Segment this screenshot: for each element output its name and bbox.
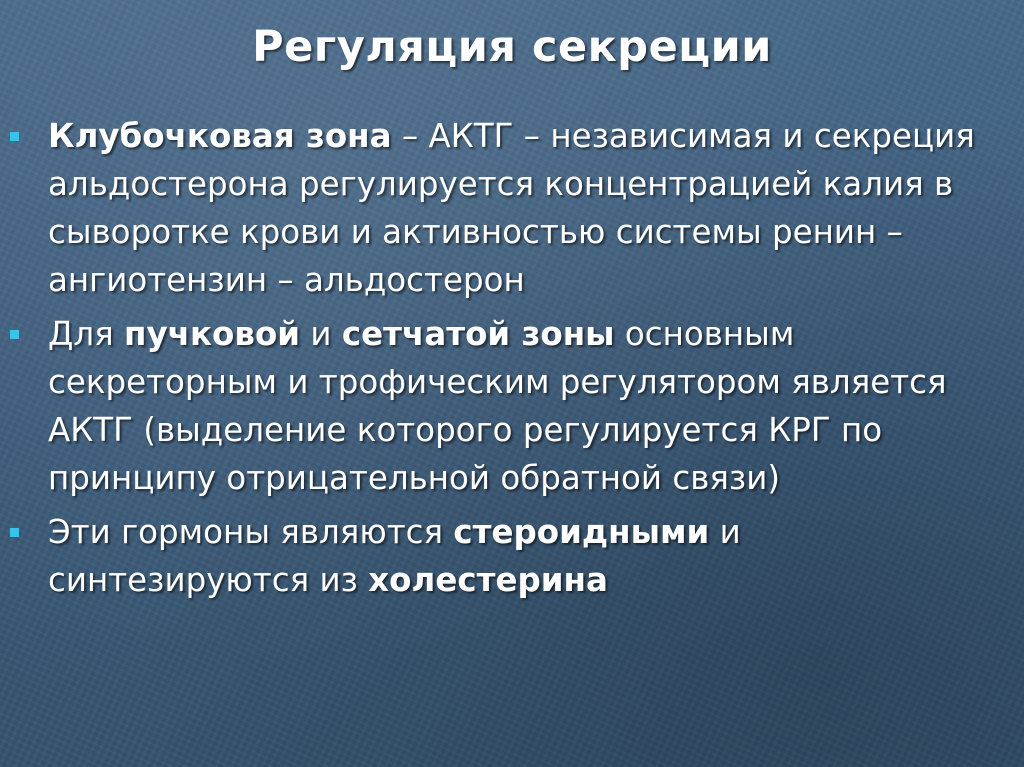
bullet-text-segment: и <box>300 315 342 353</box>
slide-title: Регуляция секреции <box>252 22 772 72</box>
bullet-bold-term: пучковой <box>124 315 301 353</box>
bullet-text <box>48 508 995 604</box>
bullet-text-segment: и синтезируются из <box>48 513 741 599</box>
square-bullet-icon <box>10 330 19 339</box>
bullet-text-segment: Эти гормоны являются <box>48 513 454 551</box>
bullet-bold-term: сетчатой зоны <box>341 315 615 353</box>
bullet-text-segment: Для <box>48 315 125 353</box>
bullet-text-segment: основным секреторным и трофическим регулятором является АКТГ (выделение которого регулируется КРГ по принципу отрицательной обратной связи) <box>48 315 947 497</box>
bullet-text <box>48 310 995 502</box>
bullet-bold-term: холестерина <box>368 561 608 599</box>
bullet-bold-term: стероидными <box>453 513 710 551</box>
bullet-text-segment: – АКТГ – независимая и секреция альдостерона регулируется концентрацией калия в сыворотке крови и активностью системы ренин – ангиотензин – альдостерон <box>48 117 975 299</box>
square-bullet-icon <box>10 528 19 537</box>
bullet-item <box>10 310 995 502</box>
bullet-text <box>48 112 995 304</box>
bullet-list <box>10 112 995 610</box>
bullet-bold-term: Клубочковая зона <box>48 117 392 155</box>
bullet-item <box>10 112 995 304</box>
bullet-item <box>10 508 995 604</box>
square-bullet-icon <box>10 132 19 141</box>
